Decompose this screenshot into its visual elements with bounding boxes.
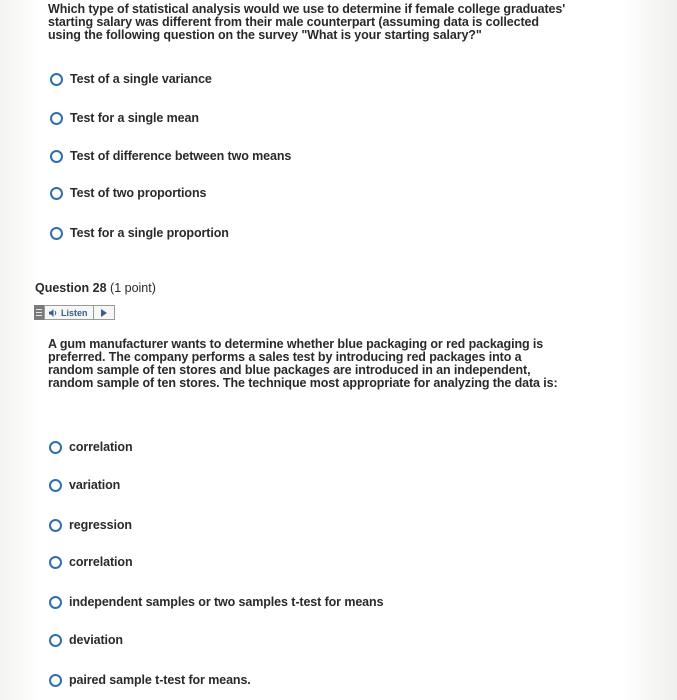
option-label: independent samples or two samples t-test for means	[69, 595, 384, 609]
q28-option-regression[interactable]	[49, 518, 132, 532]
speaker-icon	[49, 309, 58, 317]
radio-button[interactable]	[49, 556, 62, 569]
radio-button[interactable]	[49, 674, 62, 687]
radio-button[interactable]	[49, 634, 62, 647]
radio-button[interactable]	[49, 519, 62, 532]
listen-button[interactable]	[44, 305, 94, 320]
radio-button[interactable]	[50, 187, 63, 200]
q27-option-two-proportions[interactable]	[50, 186, 206, 200]
option-label: Test of two proportions	[70, 186, 207, 200]
radio-button[interactable]	[49, 596, 62, 609]
question-28-text: A gum manufacturer wants to determine whether blue packaging or red packaging is preferred. The company performs a sales test by introducing red packages into a random sample of ten stores and blue packages are introduced in an independent, random sample of ten stores. The technique most appropriate for analyzing the data is:	[48, 337, 558, 390]
option-label: Test of a single variance	[70, 72, 212, 86]
option-label: Test of difference between two means	[70, 149, 292, 163]
option-label: deviation	[69, 633, 123, 647]
q27-option-single-mean[interactable]	[50, 111, 199, 125]
q28-option-variation[interactable]	[49, 478, 120, 492]
play-icon	[101, 309, 107, 317]
q28-option-independent-samples-t-test[interactable]	[49, 595, 383, 609]
read-aloud-toolbar	[34, 305, 115, 320]
radio-button[interactable]	[50, 150, 63, 163]
drag-handle-icon[interactable]	[34, 305, 44, 320]
radio-button[interactable]	[50, 73, 63, 86]
question-28-points: (1 point)	[110, 281, 156, 295]
question-28-header	[35, 281, 156, 295]
q28-option-deviation[interactable]	[49, 633, 123, 647]
option-label: paired sample t-test for means.	[69, 673, 251, 687]
question-27-text: Which type of statistical analysis would we use to determine if female college graduates' starting salary was different from their male counterpart (assuming data is collected using the following question on the survey "What is your starting salary?"	[48, 2, 566, 42]
play-button[interactable]	[94, 305, 115, 320]
q28-option-correlation-2[interactable]	[49, 555, 133, 569]
radio-button[interactable]	[50, 112, 63, 125]
q28-option-paired-sample-t-test[interactable]	[49, 673, 251, 687]
option-label: Test for a single proportion	[70, 226, 229, 240]
option-label: Test for a single mean	[70, 111, 199, 125]
option-label: variation	[69, 478, 121, 492]
option-label: regression	[69, 518, 132, 532]
option-label: correlation	[69, 555, 133, 569]
q27-option-single-proportion[interactable]	[50, 226, 229, 240]
question-28-title: Question 28	[35, 281, 107, 295]
q28-option-correlation[interactable]	[49, 440, 133, 454]
q27-option-two-means[interactable]	[50, 149, 291, 163]
radio-button[interactable]	[49, 441, 62, 454]
radio-button[interactable]	[49, 479, 62, 492]
radio-button[interactable]	[50, 227, 63, 240]
q27-option-single-variance[interactable]	[50, 72, 212, 86]
option-label: correlation	[69, 440, 133, 454]
listen-label: Listen	[61, 307, 88, 318]
